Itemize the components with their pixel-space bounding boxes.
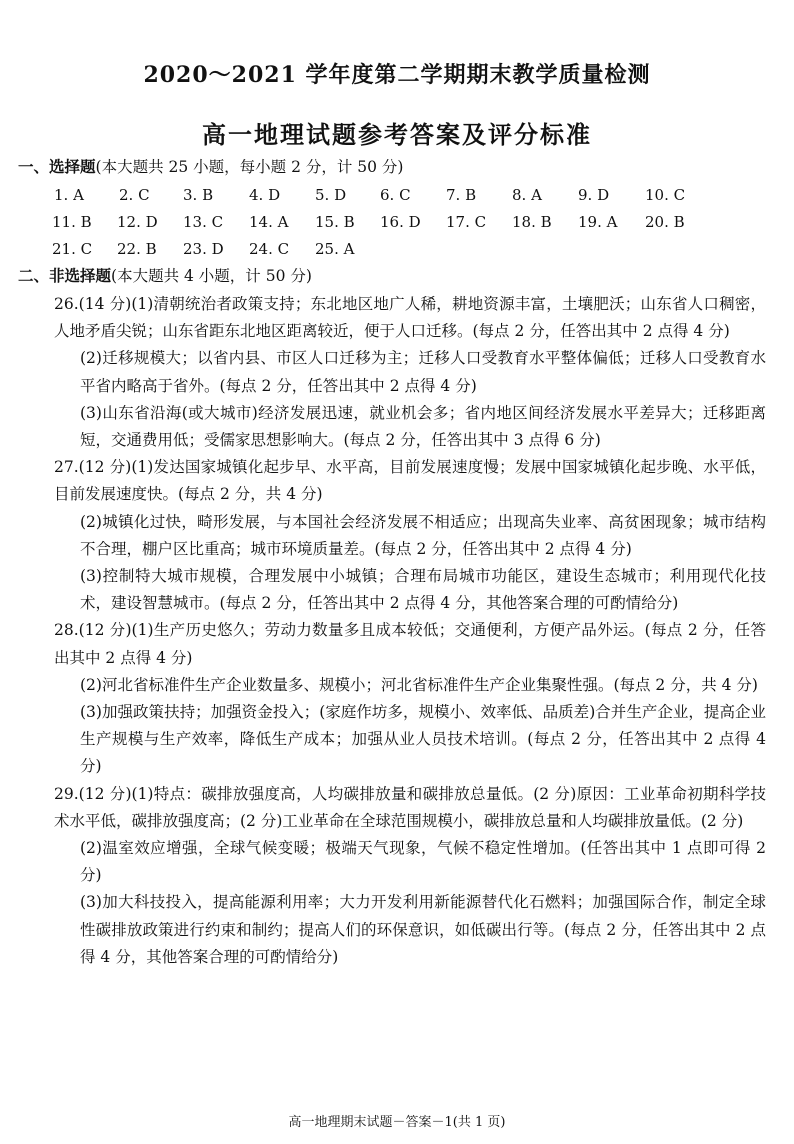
mc-answer: 24. C: [249, 240, 290, 258]
mc-answer: 5. D: [315, 186, 347, 204]
question-28-part-3: (3)加强政策扶持；加强资金投入；(家庭作坊多，规模小、效率低、品质差)合并生产企业，提高企业生产规模与生产效率，降低生产成本；加强从业人员技术培训。(每点 2 分，任答出其中 2 点得 4 分): [80, 703, 766, 776]
section1-note: (本大题共 25 小题，每小题 2 分，计 50 分): [95, 158, 404, 176]
exam-title: 2020～2021 学年度第二学期期末教学质量检测: [143, 62, 651, 88]
question-number: 28.: [54, 621, 79, 640]
mc-answer: 15. B: [315, 213, 355, 231]
question-27-part-1: [54, 454, 766, 508]
question-26-part-3: (3)山东省沿海(或大城市)经济发展迅速，就业机会多；省内地区间经济发展水平差异大；迁移距离短，交通费用低；受儒家思想影响大。(每点 2 分，任答出其中 3 点得 6 分): [80, 403, 766, 450]
mc-answer: 14. A: [249, 213, 289, 231]
question-26-part-1: [54, 291, 766, 345]
question-28: [54, 617, 766, 780]
question-26-part-2: (2)迁移规模大；以省内县、市区人口迁移为主；迁移人口受教育水平整体偏低；迁移人口受教育水平省内略高于省外。(每点 2 分，任答出其中 2 点得 4 分): [80, 349, 766, 395]
page-footer: 高一地理期末试题－答案－1(共 1 页): [288, 1115, 506, 1130]
mc-answer: 8. A: [512, 186, 542, 204]
question-number: 27.: [54, 458, 79, 477]
question-27-part-2: (2)城镇化过快，畸形发展，与本国社会经济发展不相适应；出现高失业率、高贫困现象；城市结构不合理，棚户区比重高；城市环境质量差。(每点 2 分，任答出其中 2 点得 4 分): [80, 512, 766, 558]
mc-row-1: [54, 183, 754, 207]
mc-answer: 2. C: [119, 186, 150, 204]
question-27-part-3: (3)控制特大城市规模，合理发展中小城镇；合理布局城市功能区，建设生态城市；利用现代化技术，建设智慧城市。(每点 2 分，任答出其中 2 点得 4 分，其他答案合理的可酌情给分): [80, 567, 766, 613]
mc-answer: 23. D: [183, 240, 224, 258]
question-29: [54, 781, 766, 971]
question-29-part-3: (3)加大科技投入，提高能源利用率；大力开发利用新能源替代化石燃料；加强国际合作，制定全球性碳排放政策进行约束和制约；提高人们的环保意识，如低碳出行等。(每点 2 分，任答出其中 2 点得 4 分，其他答案合理的可酌情给分): [80, 893, 766, 966]
question-number: 26.: [54, 295, 79, 313]
mc-answer: 1. A: [54, 186, 84, 204]
section2-note: (本大题共 4 小题，计 50 分): [111, 267, 312, 285]
question-29-part-2: (2)温室效应增强，全球气候变暖；极端天气现象，气候不稳定性增加。(任答出其中 1 点即可得 2 分): [80, 839, 766, 885]
question-number: 29.: [54, 784, 79, 803]
mc-answer: 16. D: [380, 213, 421, 231]
question-27: [54, 454, 766, 617]
mc-row-2: [54, 210, 754, 234]
section1-heading: [18, 156, 403, 178]
question-26: [54, 291, 766, 454]
mc-answer: 21. C: [52, 240, 93, 258]
question-28-part-2: (2)河北省标准件生产企业数量多、规模小；河北省标准件生产企业集聚性强。(每点 2 分，共 4 分): [80, 675, 758, 694]
mc-answer: 4. D: [249, 186, 281, 204]
answer-text: (12 分)(1)生产历史悠久；劳动力数量多且成本较低；交通便利，方便产品外运。(每点 2 分，任答出其中 2 点得 4 分): [54, 621, 766, 667]
mc-answer: 25. A: [315, 240, 355, 258]
mc-answer: 12. D: [117, 213, 158, 231]
question-28-part-1: [54, 617, 766, 671]
mc-answer: 9. D: [578, 186, 610, 204]
section2-heading: [18, 265, 312, 287]
mc-answer: 6. C: [380, 186, 411, 204]
section2-body: [54, 291, 766, 971]
question-29-part-1: [54, 781, 766, 835]
section2-title: 二、非选择题: [18, 266, 112, 285]
answer-text: (12 分)(1)发达国家城镇化起步早、水平高，目前发展速度慢；发展中国家城镇化起步晚、水平低，目前发展速度快。(每点 2 分，共 4 分): [54, 458, 766, 504]
mc-answer: 17. C: [446, 213, 487, 231]
mc-answer: 11. B: [52, 213, 92, 231]
mc-answer: 18. B: [512, 213, 552, 231]
mc-answer: 19. A: [578, 213, 618, 231]
mc-answer: 20. B: [645, 213, 685, 231]
mc-answer: 3. B: [183, 186, 214, 204]
mc-answer: 10. C: [645, 186, 686, 204]
mc-answer: 13. C: [183, 213, 224, 231]
mc-row-3: [54, 237, 754, 261]
answer-text: (14 分)(1)清朝统治者政策支持；东北地区地广人稀，耕地资源丰富，土壤肥沃；山东省人口稠密，人地矛盾尖锐；山东省距东北地区距离较近，便于人口迁移。(每点 2 分，任答出其中 2 点得 4 分): [54, 295, 766, 341]
mc-answer: 7. B: [446, 186, 477, 204]
mc-answer: 22. B: [117, 240, 157, 258]
answer-text: (12 分)(1)特点：碳排放强度高，人均碳排放量和碳排放总量低。(2 分)原因：工业革命初期科学技术水平低，碳排放强度高；(2 分)工业革命在全球范围规模小，碳排放总量和人均碳排放量低。(2 分): [54, 784, 766, 830]
document-subtitle: 高一地理试题参考答案及评分标准: [202, 120, 592, 149]
section1-title: 一、选择题: [18, 157, 96, 176]
